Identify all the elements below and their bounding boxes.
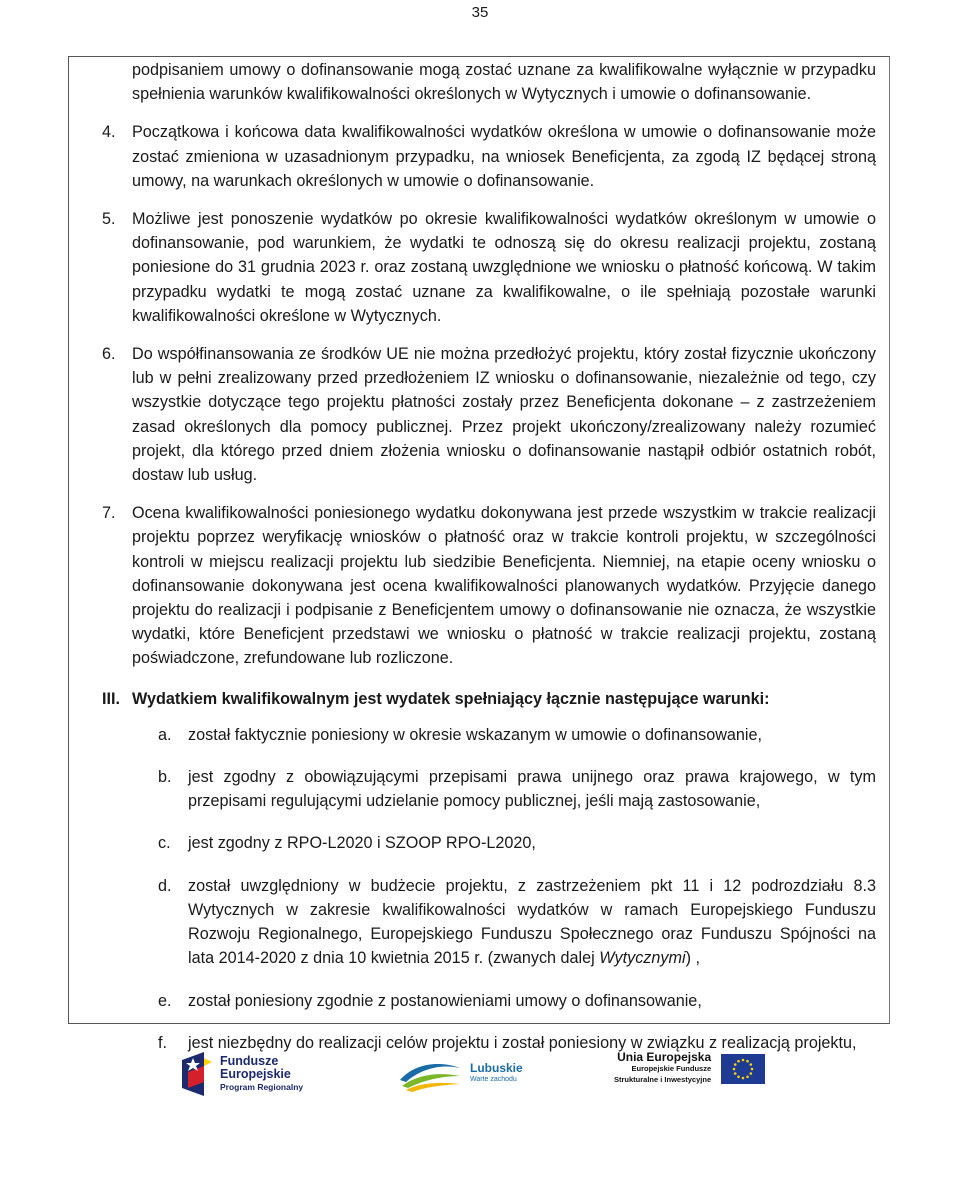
document-body bbox=[102, 58, 876, 1073]
item-number: 4. bbox=[102, 123, 116, 142]
item-number: 7. bbox=[102, 504, 116, 523]
item-text: Możliwe jest ponoszenie wydatków po okresie kwalifikowalności wydatków określonym w umowie o dofinansowanie, pod warunkiem, że wydatki te odnoszą się do okresu realizacji projektu, zostaną poniesione do 31 grudnia 2023 r. oraz zostaną uwzględnione we wniosku o płatność końcową. W takim przypadku wydatki te mogą zostać uznane za kwalifikowalne, o ile spełniają pozostałe warunki kwalifikowalności określone w Wytycznych. bbox=[132, 210, 876, 325]
fe-line3: Program Regionalny bbox=[220, 1081, 304, 1092]
item-7 bbox=[102, 501, 876, 670]
list-letter: d. bbox=[158, 876, 172, 895]
list-letter: b. bbox=[158, 768, 172, 787]
ue-line3: Strukturalne i Inwestycyjne bbox=[614, 1075, 712, 1084]
lubuskie-logo bbox=[398, 1054, 523, 1094]
item-4 bbox=[102, 120, 876, 193]
list-item bbox=[158, 765, 876, 813]
list-letter: c. bbox=[158, 834, 171, 853]
item-number: 6. bbox=[102, 345, 116, 364]
list-letter: a. bbox=[158, 725, 172, 744]
list-text-main: został uwzględniony w budżecie projektu, z zastrzeżeniem pkt 11 i 12 podrozdziału 8.3 Wytycznych w zakresie kwalifikowalności wydatków w ramach Europejskiego Funduszu Rozwoju Regionalnego, Europejskiego Funduszu Społecznego oraz Funduszu Spójności na lata 2014-2020 z dnia 10 kwietnia 2015 r. (zwanych dalej bbox=[188, 876, 876, 968]
fe-line1: Fundusze bbox=[220, 1053, 279, 1068]
list-text: jest zgodny z RPO-L2020 i SZOOP RPO-L2020, bbox=[188, 834, 536, 853]
item-5 bbox=[102, 207, 876, 328]
lubuskie-line1: Lubuskie bbox=[470, 1061, 523, 1075]
list-text-italic: Wytycznymi bbox=[599, 949, 686, 968]
list-item bbox=[158, 989, 876, 1013]
list-text: został faktycznie poniesiony w okresie wskazanym w umowie o dofinansowanie, bbox=[188, 725, 763, 744]
footer-logos bbox=[0, 1048, 960, 1108]
lubuskie-line2: Warte zachodu bbox=[470, 1076, 517, 1083]
continuation-paragraph bbox=[102, 58, 876, 106]
fe-emblem-icon bbox=[182, 1052, 212, 1096]
section-heading-text: Wydatkiem kwalifikowalnym jest wydatek spełniający łącznie następujące warunki: bbox=[132, 689, 770, 708]
item-text: Ocena kwalifikowalności poniesionego wydatku dokonywana jest przede wszystkim w trakcie realizacji projektu poprzez weryfikację wniosków o płatność oraz w trakcie kontroli projektu, w szczególności kontroli w miejscu realizacji projektu lub siedzibie Beneficjenta. Niemniej, na etapie oceny wniosku o dofinansowanie dokonywana jest ocena kwalifikowalności planowanych wydatków. Przyjęcie danego projektu do realizacji i podpisanie z Beneficjentem umowy o dofinansowanie nie oznacza, że wszystkie wydatki, które Beneficjent przedstawi we wniosku o płatność w trakcie realizacji projektu, zostaną poświadczone, zrefundowane lub rozliczone. bbox=[132, 504, 876, 668]
item-number: 5. bbox=[102, 210, 116, 229]
list-text bbox=[188, 874, 876, 971]
unia-europejska-logo bbox=[614, 1052, 765, 1085]
lubuskie-swoosh-icon bbox=[398, 1054, 462, 1094]
list-text: jest zgodny z obowiązującymi przepisami prawa unijnego oraz prawa krajowego, w tym przepisami regulującymi udzielanie pomocy publicznej, jeśli mają zastosowanie, bbox=[188, 768, 876, 811]
list-item bbox=[158, 723, 876, 747]
item-6 bbox=[102, 342, 876, 487]
list-letter: e. bbox=[158, 991, 172, 1010]
list-item bbox=[158, 831, 876, 855]
fundusze-europejskie-logo bbox=[182, 1052, 303, 1096]
eu-flag-icon bbox=[721, 1054, 765, 1084]
fe-line2: Europejskie bbox=[220, 1066, 291, 1081]
list-item bbox=[158, 874, 876, 971]
ue-line2: Europejskie Fundusze bbox=[631, 1064, 712, 1073]
list-text: jest niezbędny do realizacji celów projektu i został poniesiony w związku z realizacją projektu, bbox=[188, 1033, 857, 1052]
list-text-end: ) , bbox=[685, 949, 700, 968]
conditions-list bbox=[158, 723, 876, 1055]
section-heading bbox=[102, 687, 876, 711]
list-letter: f. bbox=[158, 1033, 167, 1052]
item-text: Początkowa i końcowa data kwalifikowalności wydatków określona w umowie o dofinansowanie może zostać zmieniona w uzasadnionym przypadku, na wniosek Beneficjenta, za zgodą IZ będącej stroną umowy, na warunkach określonych w umowie o dofinansowanie. bbox=[132, 123, 876, 190]
list-text: został poniesiony zgodnie z postanowieniami umowy o dofinansowanie, bbox=[188, 991, 702, 1010]
ue-line1: Unia Europejska bbox=[617, 1050, 712, 1064]
page-number: 35 bbox=[471, 4, 489, 21]
item-text: Do współfinansowania ze środków UE nie można przedłożyć projektu, który został fizycznie ukończony lub w pełni zrealizowany przed przedłożeniem IZ wniosku o dofinansowanie, niezależnie od tego, czy wszystkie dotyczące tego projektu płatności zostały przez Beneficjenta dokonane – z zastrzeżeniem zasad określonych dla pomocy publicznej. Przez projekt ukończony/zrealizowany należy rozumieć projekt, dla którego przed dniem złożenia wniosku o dofinansowanie nastąpił odbiór ostatnich robót, dostaw lub usług. bbox=[132, 345, 876, 485]
paragraph-text: podpisaniem umowy o dofinansowanie mogą zostać uznane za kwalifikowalne wyłącznie w przypadku spełnienia warunków kwalifikowalności określonych w Wytycznych i umowie o dofinansowanie. bbox=[132, 61, 876, 104]
section-number: III. bbox=[102, 689, 120, 708]
